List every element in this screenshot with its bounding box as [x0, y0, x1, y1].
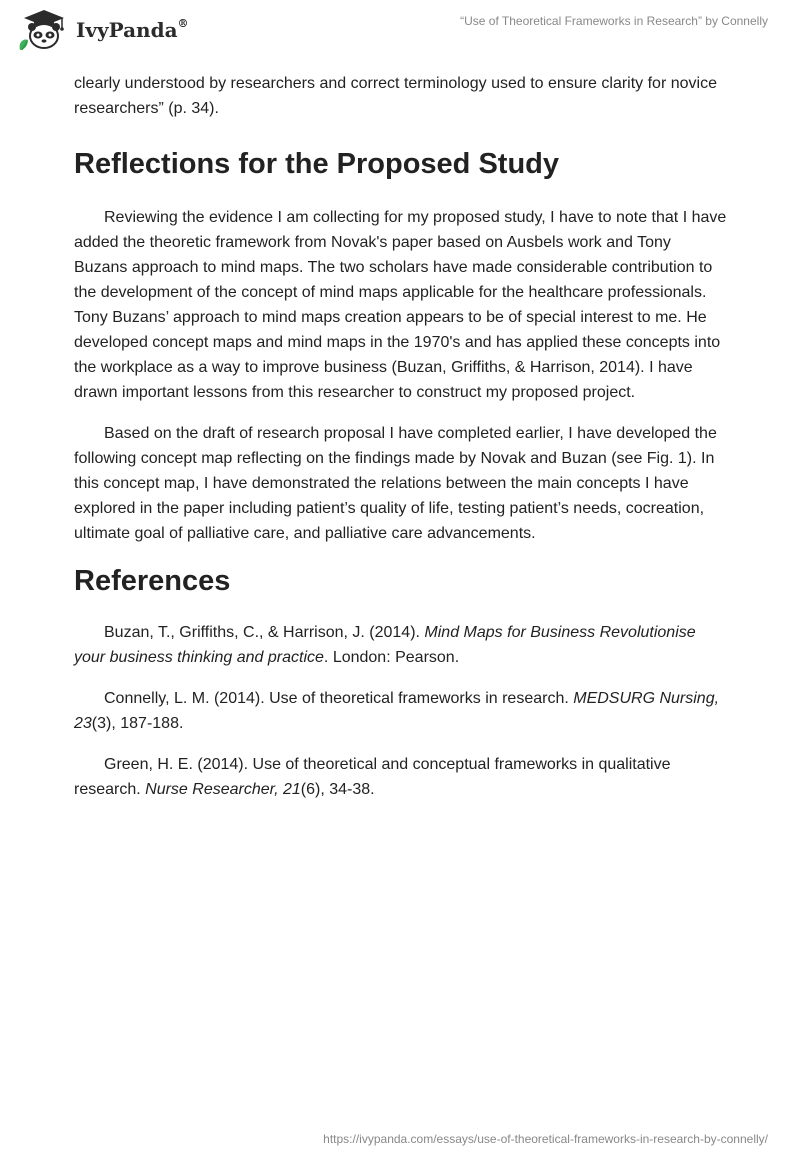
ivypanda-logo[interactable]: [14, 6, 189, 54]
section-heading-reflections: Reflections for the Proposed Study: [74, 148, 559, 180]
reference-text: (3), 187-188.: [91, 715, 184, 732]
running-title: “Use of Theoretical Frameworks in Research” by Connelly: [460, 14, 768, 28]
reference-entry: [74, 686, 728, 736]
page-header: [0, 0, 800, 70]
logo-text: IvyPanda: [76, 18, 178, 42]
reference-text: Buzan, T., Griffiths, C., & Harrison, J. (2014).: [104, 624, 425, 641]
reference-text: Green, H. E. (2014). Use of theoretical and conceptual frameworks in qualitative research.: [74, 756, 671, 798]
reference-title: Mind Maps for Business Revolutionise your business thinking and practice: [74, 624, 696, 666]
reference-title: MEDSURG Nursing, 23: [74, 690, 720, 732]
logo-wordmark: [76, 18, 189, 42]
reference-text: (6), 34-38.: [300, 781, 375, 798]
registered-mark: ®: [177, 17, 189, 31]
reference-text: . London: Pearson.: [323, 649, 460, 666]
body-paragraph: Reviewing the evidence I am collecting for my proposed study, I have to note that I have added the theoretic framework from Novak's paper based on Ausbels work and Tony Buzans approach to mind maps. The two scholars have made considerable contribution to the development of the concept of mind maps applicable for the healthcare professionals. Tony Buzans’ approach to mind maps creation appears to be of special interest to me. He developed concept maps and mind maps in the 1970's and has applied these concepts into the workplace as a way to improve business (Buzan, Griffiths, & Harrison, 2014). I have drawn important lessons from this researcher to construct my proposed project.: [74, 209, 727, 401]
reference-entry: [74, 620, 728, 670]
section-heading-references: References: [74, 565, 231, 597]
panda-graduate-icon: [14, 6, 72, 54]
essay-content: [74, 71, 728, 818]
intro-paragraph: clearly understood by researchers and correct terminology used to ensure clarity for novice researchers” (p. 34).: [74, 75, 717, 117]
reference-title: Nurse Researcher, 21: [145, 781, 301, 798]
source-url-link[interactable]: https://ivypanda.com/essays/use-of-theoretical-frameworks-in-research-by-connelly/: [323, 1132, 768, 1146]
reference-entry: [74, 752, 728, 802]
reference-text: Connelly, L. M. (2014). Use of theoretical frameworks in research.: [104, 690, 574, 707]
body-paragraph: Based on the draft of research proposal I have completed earlier, I have developed the following concept map reflecting on the findings made by Novak and Buzan (see Fig. 1). In this concept map, I have demonstrated the relations between the main concepts I have explored in the paper including patient’s quality of life, testing patient’s needs, cocreation, ultimate goal of palliative care, and palliative care advancements.: [74, 425, 717, 542]
